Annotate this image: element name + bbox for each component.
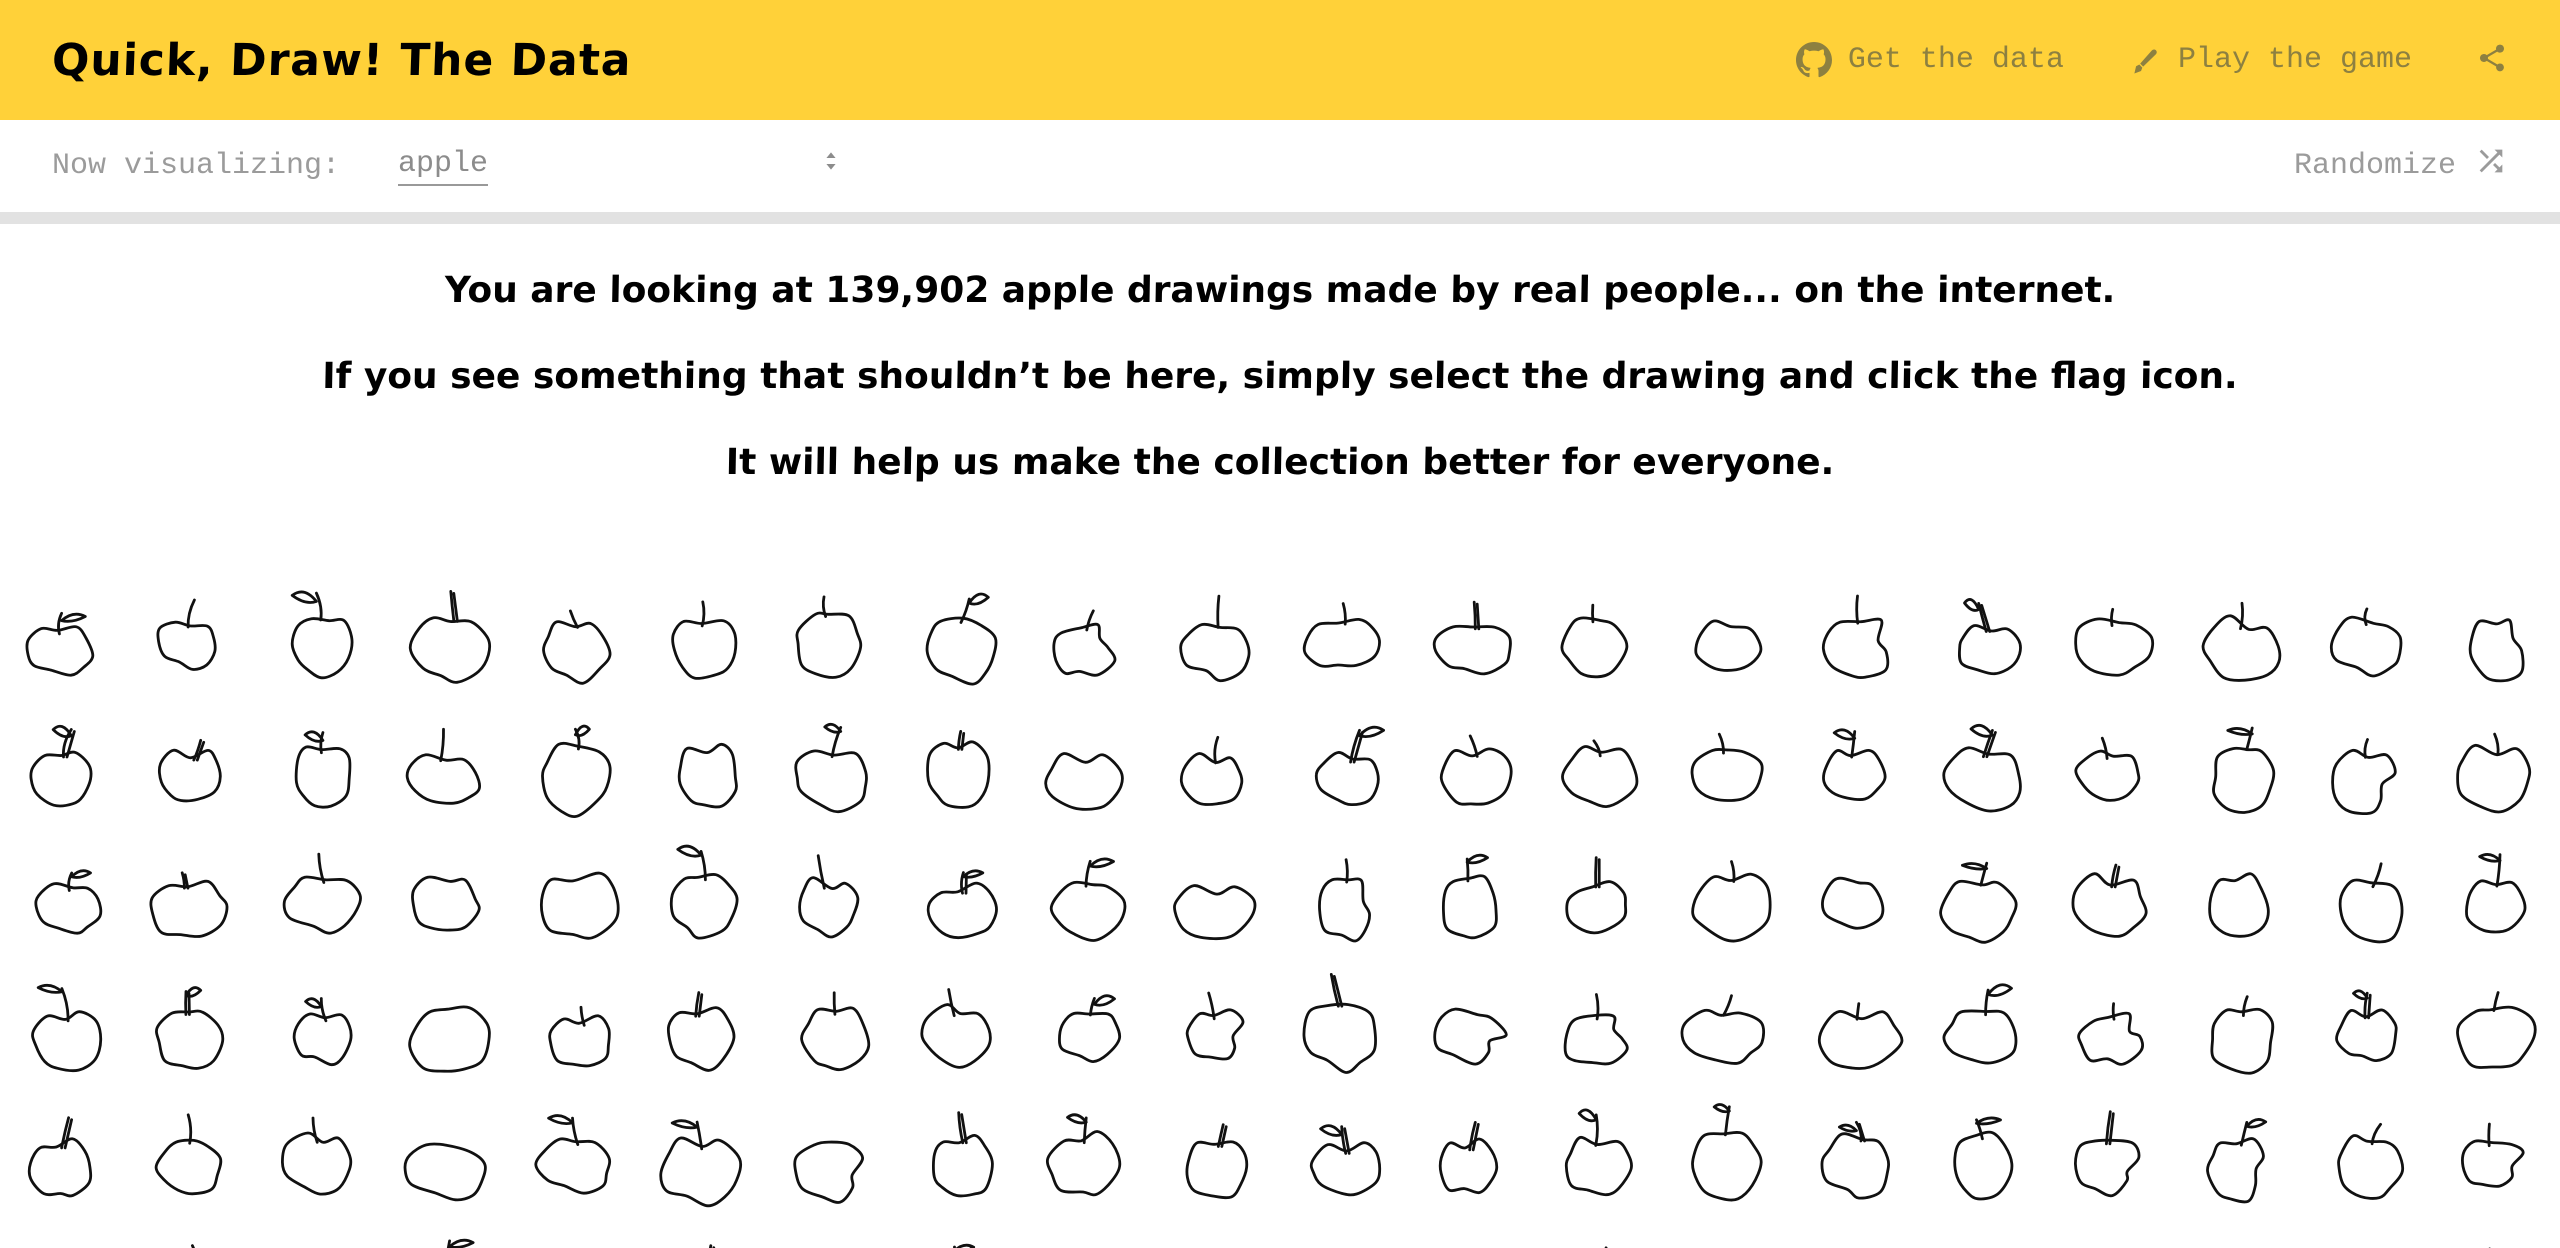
apple-drawing[interactable] — [768, 832, 896, 962]
randomize-button[interactable] — [2294, 144, 2508, 188]
apple-drawing[interactable] — [512, 962, 640, 1092]
unfold-arrows-icon[interactable] — [818, 148, 844, 184]
apple-drawing[interactable] — [2048, 572, 2176, 702]
apple-drawing[interactable] — [1664, 1092, 1792, 1222]
apple-drawing[interactable] — [128, 1222, 256, 1248]
apple-drawing[interactable] — [896, 1092, 1024, 1222]
apple-drawing[interactable] — [384, 702, 512, 832]
apple-drawing[interactable] — [640, 702, 768, 832]
apple-drawing[interactable] — [2304, 1092, 2432, 1222]
apple-drawing[interactable] — [1408, 962, 1536, 1092]
apple-drawing[interactable] — [1920, 832, 2048, 962]
apple-drawing[interactable] — [2048, 962, 2176, 1092]
apple-drawing[interactable] — [768, 1092, 896, 1222]
apple-drawing[interactable] — [0, 962, 128, 1092]
play-the-game-label: Play the game — [2177, 43, 2412, 77]
apple-drawing[interactable] — [0, 1092, 128, 1222]
section-divider — [0, 212, 2560, 224]
apple-drawing[interactable] — [2048, 702, 2176, 832]
apple-drawing[interactable] — [1536, 962, 1664, 1092]
apple-drawing[interactable] — [1152, 1222, 1280, 1248]
pencil-icon — [2128, 43, 2162, 77]
apple-drawing[interactable] — [256, 572, 384, 702]
apple-drawing[interactable] — [1664, 572, 1792, 702]
shuffle-icon — [2474, 144, 2508, 188]
apple-drawing[interactable] — [2304, 962, 2432, 1092]
apple-drawing[interactable] — [2176, 1222, 2304, 1248]
apple-drawing[interactable] — [2176, 1092, 2304, 1222]
apple-drawing[interactable] — [1024, 702, 1152, 832]
apple-drawing[interactable] — [1024, 1092, 1152, 1222]
apple-drawing[interactable] — [1152, 572, 1280, 702]
apple-drawing[interactable] — [2304, 572, 2432, 702]
apple-drawing[interactable] — [2176, 962, 2304, 1092]
apple-drawing[interactable] — [640, 1222, 768, 1248]
randomize-label: Randomize — [2293, 149, 2456, 183]
intro-line-2: If you see something that shouldn’t be here, simply select the drawing and click the flag icon. — [321, 356, 2239, 397]
apple-drawing[interactable] — [2048, 1222, 2176, 1248]
apple-drawing[interactable] — [640, 962, 768, 1092]
apple-drawing[interactable] — [384, 832, 512, 962]
apple-drawing[interactable] — [2176, 702, 2304, 832]
apple-drawing[interactable] — [1536, 1222, 1664, 1248]
apple-drawing[interactable] — [1920, 702, 2048, 832]
apple-drawing[interactable] — [2048, 1092, 2176, 1222]
apple-drawing[interactable] — [1408, 1092, 1536, 1222]
apple-drawing[interactable] — [2432, 1092, 2560, 1222]
apple-drawing[interactable] — [640, 1092, 768, 1222]
apple-drawing[interactable] — [1792, 1222, 1920, 1248]
apple-drawing[interactable] — [384, 1092, 512, 1222]
intro-line-3: It will help us make the collection better for everyone. — [725, 442, 1835, 483]
apple-drawing[interactable] — [1280, 1092, 1408, 1222]
apple-drawing[interactable] — [384, 572, 512, 702]
apple-drawing[interactable] — [0, 572, 128, 702]
apple-drawing[interactable] — [1792, 962, 1920, 1092]
apple-drawing[interactable] — [1152, 702, 1280, 832]
apple-drawing[interactable] — [768, 572, 896, 702]
apple-drawing[interactable] — [896, 962, 1024, 1092]
apple-drawing[interactable] — [640, 832, 768, 962]
apple-drawing[interactable] — [2432, 572, 2560, 702]
apple-drawing[interactable] — [2432, 702, 2560, 832]
apple-drawing[interactable] — [2304, 1222, 2432, 1248]
apple-drawing[interactable] — [1024, 832, 1152, 962]
apple-drawing[interactable] — [896, 832, 1024, 962]
intro-line-1: You are looking at 139,902 apple drawings made by real people... on the internet. — [444, 270, 2116, 311]
apple-drawing[interactable] — [1920, 572, 2048, 702]
apple-drawing[interactable] — [1664, 832, 1792, 962]
get-the-data-label: Get the data — [1847, 43, 2064, 77]
apple-drawing[interactable] — [0, 1222, 128, 1248]
apple-drawing[interactable] — [1792, 702, 1920, 832]
play-the-game-link[interactable] — [2128, 43, 2412, 77]
apple-drawing[interactable] — [2432, 1222, 2560, 1248]
apple-drawing[interactable] — [1536, 572, 1664, 702]
apple-drawing[interactable] — [512, 832, 640, 962]
apple-drawing[interactable] — [896, 702, 1024, 832]
apple-drawing[interactable] — [1152, 1092, 1280, 1222]
app-logo: Quick, Draw! The Data — [51, 34, 633, 86]
apple-drawing[interactable] — [1280, 702, 1408, 832]
apple-drawing[interactable] — [1792, 1092, 1920, 1222]
apple-drawing[interactable] — [1024, 962, 1152, 1092]
apple-drawing[interactable] — [0, 702, 128, 832]
apple-drawing[interactable] — [1920, 1092, 2048, 1222]
apple-drawing[interactable] — [1280, 962, 1408, 1092]
apple-drawing[interactable] — [1536, 702, 1664, 832]
apple-drawing[interactable] — [1536, 1092, 1664, 1222]
apple-drawing[interactable] — [256, 1222, 384, 1248]
apple-drawing[interactable] — [1280, 832, 1408, 962]
apple-drawing[interactable] — [0, 832, 128, 962]
github-icon — [1796, 42, 1832, 78]
apple-drawing[interactable] — [1280, 1222, 1408, 1248]
apple-drawing[interactable] — [896, 572, 1024, 702]
apple-drawing[interactable] — [1536, 832, 1664, 962]
apple-drawing[interactable] — [2176, 832, 2304, 962]
apple-drawing[interactable] — [128, 572, 256, 702]
visualizer-toolbar — [0, 120, 2560, 212]
apple-drawing[interactable] — [1664, 1222, 1792, 1248]
apple-drawing[interactable] — [2048, 832, 2176, 962]
apple-drawing[interactable] — [1664, 702, 1792, 832]
apple-drawing[interactable] — [128, 1092, 256, 1222]
apple-drawing[interactable] — [512, 572, 640, 702]
apple-drawing[interactable] — [2304, 702, 2432, 832]
apple-drawing[interactable] — [1152, 962, 1280, 1092]
apple-drawing[interactable] — [256, 962, 384, 1092]
apple-drawing[interactable] — [256, 832, 384, 962]
category-select-value[interactable]: apple — [398, 147, 488, 186]
apple-drawing[interactable] — [1792, 572, 1920, 702]
apple-drawing[interactable] — [128, 832, 256, 962]
apple-drawing[interactable] — [512, 1222, 640, 1248]
drawings-grid — [0, 572, 2560, 1248]
get-the-data-link[interactable] — [1796, 42, 2064, 78]
apple-drawing[interactable] — [2304, 832, 2432, 962]
apple-drawing[interactable] — [768, 702, 896, 832]
share-icon — [2476, 42, 2508, 79]
apple-drawing[interactable] — [512, 1092, 640, 1222]
apple-drawing[interactable] — [1920, 962, 2048, 1092]
apple-drawing[interactable] — [1152, 832, 1280, 962]
apple-drawing[interactable] — [640, 572, 768, 702]
apple-drawing[interactable] — [512, 702, 640, 832]
apple-drawing[interactable] — [2432, 832, 2560, 962]
apple-drawing[interactable] — [768, 962, 896, 1092]
apple-drawing[interactable] — [1408, 832, 1536, 962]
apple-drawing[interactable] — [1280, 572, 1408, 702]
apple-drawing[interactable] — [2176, 572, 2304, 702]
app-header — [0, 0, 2560, 120]
intro-text — [0, 224, 2560, 506]
apple-drawing[interactable] — [1408, 1222, 1536, 1248]
apple-drawing[interactable] — [256, 1092, 384, 1222]
apple-drawing[interactable] — [768, 1222, 896, 1248]
apple-drawing[interactable] — [1408, 572, 1536, 702]
apple-drawing[interactable] — [1664, 962, 1792, 1092]
now-visualizing-label: Now visualizing: — [52, 149, 341, 183]
apple-drawing[interactable] — [896, 1222, 1024, 1248]
apple-drawing[interactable] — [1024, 572, 1152, 702]
apple-drawing[interactable] — [1024, 1222, 1152, 1248]
apple-drawing[interactable] — [128, 962, 256, 1092]
apple-drawing[interactable] — [1792, 832, 1920, 962]
share-button[interactable] — [2476, 42, 2508, 79]
apple-drawing[interactable] — [256, 702, 384, 832]
header-actions — [1796, 42, 2508, 79]
apple-drawing[interactable] — [1408, 702, 1536, 832]
category-select[interactable] — [398, 147, 844, 186]
apple-drawing[interactable] — [128, 702, 256, 832]
apple-drawing[interactable] — [1920, 1222, 2048, 1248]
apple-drawing[interactable] — [384, 962, 512, 1092]
apple-drawing[interactable] — [384, 1222, 512, 1248]
apple-drawing[interactable] — [2432, 962, 2560, 1092]
